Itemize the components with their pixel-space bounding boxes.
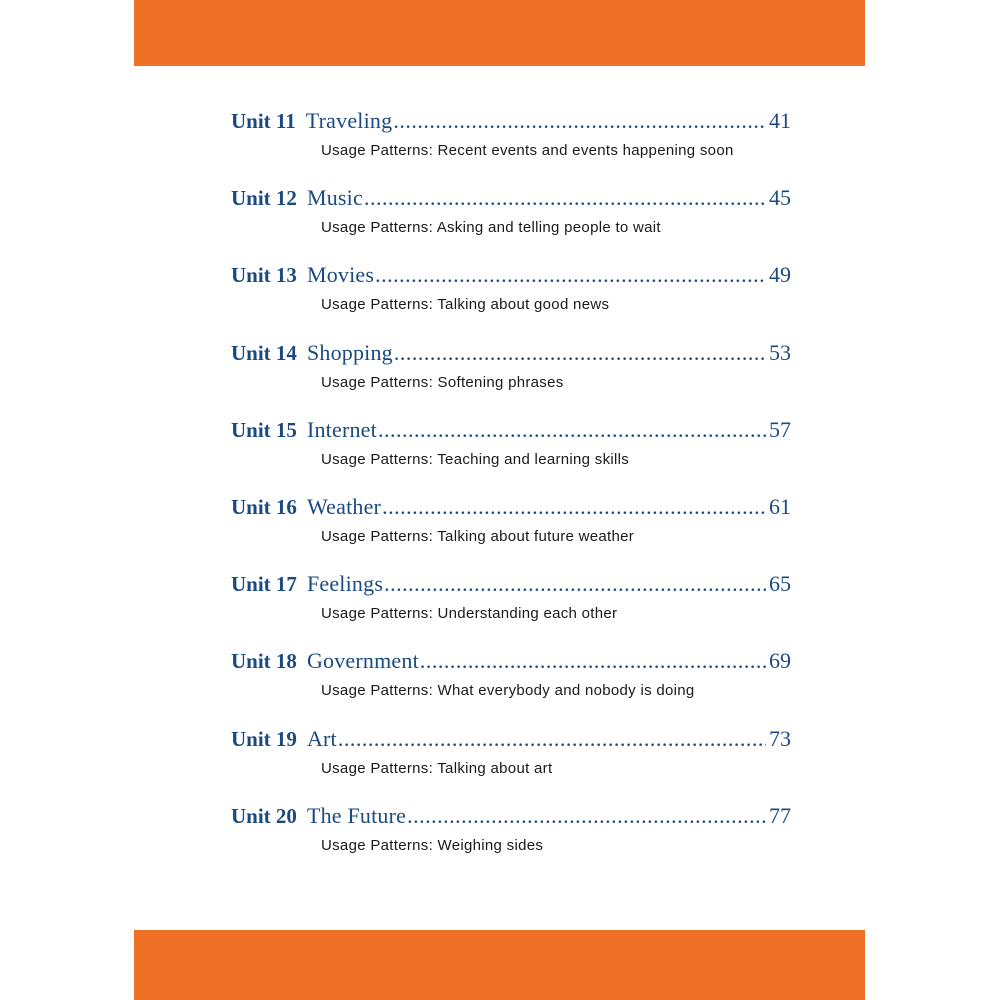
usage-patterns: Usage Patterns: Talking about art bbox=[321, 759, 553, 777]
toc-entry-heading bbox=[231, 108, 791, 142]
unit-title: Music bbox=[306, 185, 363, 211]
dot-leader bbox=[394, 340, 766, 366]
page-number: 73 bbox=[769, 725, 791, 751]
dot-leader bbox=[382, 494, 766, 520]
dot-leader bbox=[375, 262, 766, 288]
dot-leader bbox=[364, 185, 766, 211]
dot-leader bbox=[378, 417, 766, 443]
unit-title: Traveling bbox=[305, 108, 393, 133]
usage-patterns: Usage Patterns: Weighing sides bbox=[321, 836, 544, 854]
page-number: 77 bbox=[769, 802, 791, 828]
unit-title: Shopping bbox=[306, 339, 393, 365]
bottom-orange-band bbox=[134, 930, 865, 1000]
toc-entry-unit-17 bbox=[231, 571, 791, 648]
unit-title: Government bbox=[306, 648, 419, 674]
toc-entry-heading bbox=[231, 648, 791, 682]
dot-leader bbox=[338, 726, 766, 752]
unit-number: Unit 14 bbox=[231, 340, 297, 365]
unit-number: Unit 17 bbox=[231, 572, 297, 597]
page-number: 41 bbox=[769, 108, 791, 133]
toc-entry-heading bbox=[231, 340, 791, 374]
page-number: 57 bbox=[769, 416, 791, 442]
usage-patterns: Usage Patterns: What everybody and nobody is doing bbox=[321, 682, 695, 700]
unit-title: Internet bbox=[306, 416, 377, 442]
toc-entry-heading bbox=[231, 726, 791, 760]
unit-title: Art bbox=[306, 725, 337, 751]
unit-number: Unit 19 bbox=[231, 726, 297, 751]
page-number: 61 bbox=[769, 493, 791, 519]
toc-entry-unit-20 bbox=[231, 803, 791, 880]
unit-number: Unit 13 bbox=[231, 263, 297, 288]
unit-title: The Future bbox=[306, 802, 407, 828]
unit-number: Unit 16 bbox=[231, 494, 297, 519]
unit-number: Unit 15 bbox=[231, 417, 297, 442]
toc-entry-unit-16 bbox=[231, 494, 791, 571]
page-number: 49 bbox=[769, 262, 791, 288]
unit-number: Unit 12 bbox=[231, 186, 297, 211]
unit-number: Unit 11 bbox=[231, 109, 296, 133]
toc-entry-unit-12 bbox=[231, 185, 791, 262]
toc-entry-unit-15 bbox=[231, 417, 791, 494]
usage-patterns: Usage Patterns: Talking about good news bbox=[321, 296, 610, 314]
top-orange-band bbox=[134, 0, 865, 66]
usage-patterns: Usage Patterns: Talking about future weather bbox=[321, 527, 635, 545]
unit-number: Unit 18 bbox=[231, 649, 297, 674]
toc-entry-heading bbox=[231, 571, 791, 605]
page-number: 69 bbox=[769, 648, 791, 674]
toc-entry-heading bbox=[231, 262, 791, 296]
dot-leader bbox=[393, 108, 766, 134]
page-number: 53 bbox=[769, 339, 791, 365]
toc-entry-heading bbox=[231, 494, 791, 528]
page-number: 65 bbox=[769, 571, 791, 597]
unit-title: Feelings bbox=[306, 571, 384, 597]
document-page bbox=[134, 0, 865, 1000]
usage-patterns: Usage Patterns: Softening phrases bbox=[321, 373, 564, 391]
toc-entry-heading bbox=[231, 185, 791, 219]
page-number: 45 bbox=[769, 185, 791, 211]
usage-patterns: Usage Patterns: Understanding each other bbox=[321, 605, 618, 623]
toc-entry-unit-11 bbox=[231, 108, 791, 185]
toc-entry-unit-14 bbox=[231, 340, 791, 417]
toc-entry-unit-19 bbox=[231, 726, 791, 803]
usage-patterns: Usage Patterns: Asking and telling people to wait bbox=[321, 219, 661, 237]
usage-patterns: Usage Patterns: Teaching and learning skills bbox=[321, 450, 630, 468]
toc-entry-unit-18 bbox=[231, 648, 791, 725]
usage-patterns: Usage Patterns: Recent events and events happening soon bbox=[321, 142, 734, 159]
unit-title: Weather bbox=[306, 493, 382, 519]
dot-leader bbox=[384, 571, 766, 597]
unit-title: Movies bbox=[306, 262, 375, 288]
toc-entry-heading bbox=[231, 417, 791, 451]
toc-entry-heading bbox=[231, 803, 791, 837]
table-of-contents bbox=[231, 108, 791, 880]
dot-leader bbox=[407, 803, 766, 829]
unit-number: Unit 20 bbox=[231, 803, 297, 828]
dot-leader bbox=[420, 648, 766, 674]
toc-entry-unit-13 bbox=[231, 262, 791, 339]
